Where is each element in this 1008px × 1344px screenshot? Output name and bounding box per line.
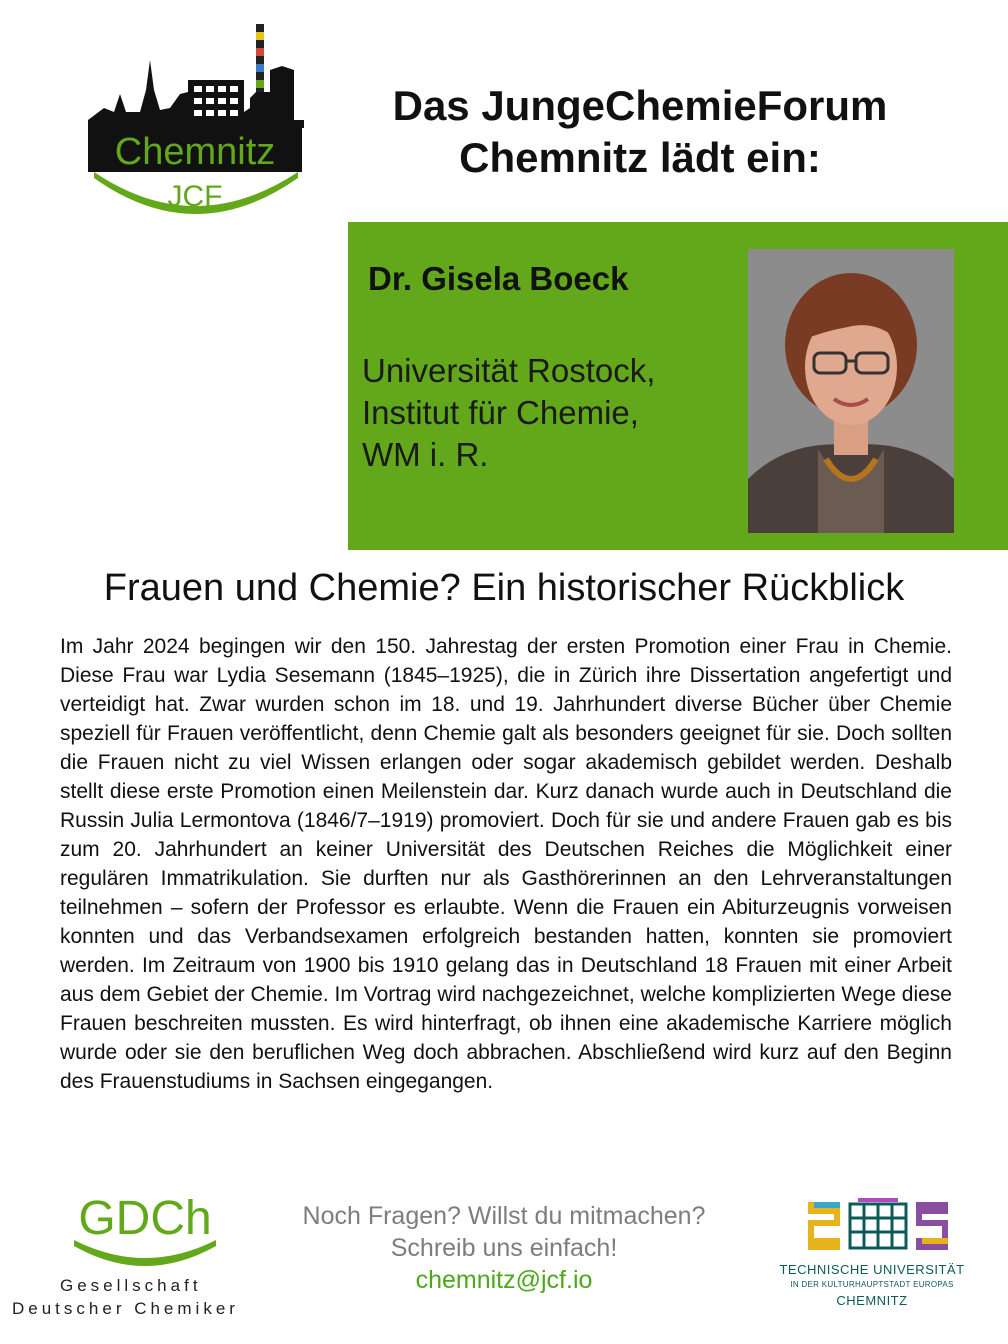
gdch-name-line-2: Deutscher Chemiker xyxy=(12,1299,239,1318)
event-headline xyxy=(330,80,950,184)
jcf-chemnitz-logo xyxy=(84,20,308,230)
tuc-subtitle: IN DER KULTURHAUPTSTADT EUROPAS xyxy=(790,1280,954,1289)
talk-abstract: Im Jahr 2024 begingen wir den 150. Jahrestag der ersten Promotion einer Frau in Chemie. Diese Frau war Lydia Sesemann (1845–1925), die in Zürich ihre Dissertation angefertigt und verteidigt hat. Zwar wurden schon im 18. und 19. Jahrhundert diverse Bücher über Chemie speziell für Frauen veröffentlicht, denn Chemie galt als besonders geeignet für sie. Doch sollten die Frauen nicht zu viel Wissen erlangen oder sogar akademisch gebildet werden. Deshalb stellt diese erste Promotion einen Meilenstein dar. Kurz danach wurde auch in Deutschland die Russin Julia Lermontova (1846/7–1919) promoviert. Doch für sie und andere Frauen gab es bis zum 20. Jahrhundert an keiner Universität des Deutschen Reiches die Möglichkeit einer regulären Immatrikulation. Sie durften nur als Gasthörerinnen an den Lehrveranstaltungen teilnehmen – sofern der Professor es erlaubte. Wenn die Frauen ein Abiturzeugnis vorweisen konnten und das Verbandsexamen erfolgreich bestanden hatten, konnten sie promoviert werden. Im Zeitraum von 1900 bis 1910 gelang das in Deutschland 18 Frauen mit einer Arbeit aus dem Gebiet der Chemie. Im Vortrag wird nachgezeichnet, welche komplizierten Wege diese Frauen beschreiten mussten. Es wird hinterfragt, ob ihnen eine akademische Karriere möglich wurde oder sie den beruflichen Weg doch abbrachen. Abschließend wird kurz auf den Beginn des Frauenstudiums in Sachsen eingegangen. xyxy=(60,635,952,1093)
headline-line-2: Chemnitz lädt ein: xyxy=(459,134,821,181)
speaker-name: Dr. Gisela Boeck xyxy=(368,260,629,297)
contact-block xyxy=(280,1200,728,1296)
speaker-affiliation xyxy=(362,350,655,476)
svg-text:Chemnitz: Chemnitz xyxy=(114,131,276,173)
talk-title: Frauen und Chemie? Ein historischer Rückblick xyxy=(103,567,905,609)
gdch-name-line-1: Gesellschaft xyxy=(60,1276,202,1295)
contact-email-link[interactable]: chemnitz@jcf.io xyxy=(415,1266,593,1294)
tuc-city: CHEMNITZ xyxy=(836,1293,908,1308)
tu-chemnitz-logo xyxy=(770,1196,974,1316)
affiliation-line-1: Universität Rostock, xyxy=(362,352,656,389)
speaker-photo xyxy=(748,249,954,533)
svg-text:GDCh: GDCh xyxy=(78,1192,212,1245)
tuc-name: TECHNISCHE UNIVERSITÄT xyxy=(779,1262,965,1277)
headline-line-1: Das JungeChemieForum xyxy=(392,82,888,129)
contact-prompt: Schreib uns einfach! xyxy=(390,1234,618,1262)
affiliation-line-2: Institut für Chemie, xyxy=(362,394,639,431)
speaker-panel xyxy=(348,222,1008,550)
contact-question: Noch Fragen? Willst du mitmachen? xyxy=(302,1202,706,1230)
affiliation-line-3: WM i. R. xyxy=(362,436,489,473)
svg-text:JCF: JCF xyxy=(167,180,223,213)
